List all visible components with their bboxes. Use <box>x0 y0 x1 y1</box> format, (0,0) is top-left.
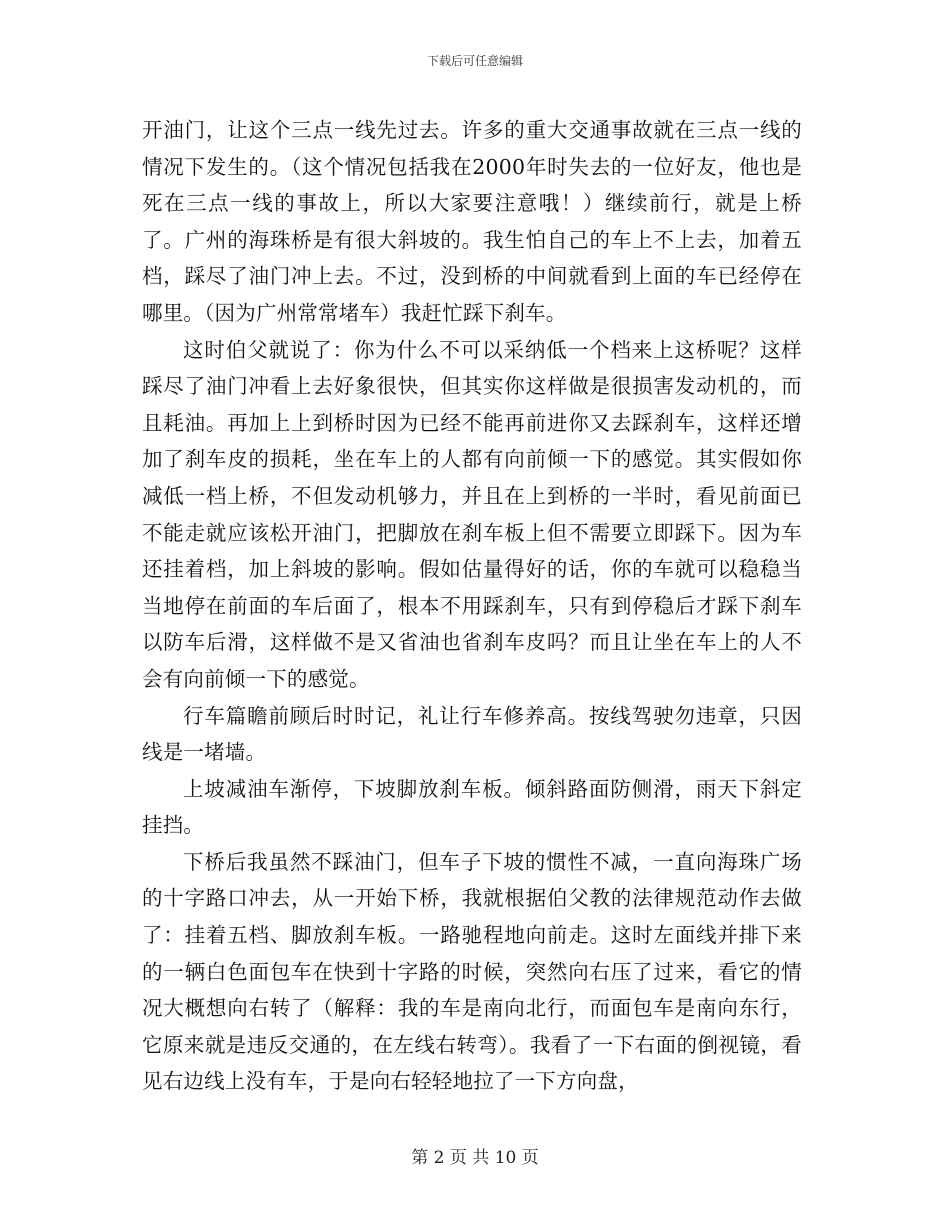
paragraph-2: 这时伯父就说了：你为什么不可以采纳低一个档来上这桥呢？这样踩尽了油门冲看上去好象很快，但其实你这样做是很损害发动机的，而且耗油。再加上上到桥时因为已经不能再前进你又去踩刹车，这样还增加了刹车皮的损耗，坐在车上的人都有向前倾一下的感觉。其实假如你减低一档上桥，不但发动机够力，并且在上到桥的一半时，看见前面已不能走就应该松开油门，把脚放在刹车板上但不需要立即踩下。因为车还挂着档，加上斜坡的影响。假如估量得好的话，你的车就可以稳稳当当地停在前面的车后面了，根本不用踩刹车，只有到停稳后才踩下刹车以防车后滑，这样做不是又省油也省刹车皮吗？而且让坐在车上的人不会有向前倾一下的感觉。 <box>142 337 802 691</box>
paragraph-4: 上坡减油车渐停，下坡脚放刹车板。倾斜路面防侧滑，雨天下斜定挂挡。 <box>142 776 802 838</box>
page-number-footer: 第 2 页 共 10 页 <box>411 1148 539 1168</box>
paragraph-3: 行车篇瞻前顾后时时记，礼让行车修养高。按线驾驶勿违章，只因线是一堵墙。 <box>142 703 802 765</box>
page-header: 下载后可任意编辑 <box>426 54 523 68</box>
paragraph-1: 开油门，让这个三点一线先过去。许多的重大交通事故就在三点一线的情况下发生的。（这个情况包括我在2000年时失去的一位好友，他也是死在三点一线的事故上，所以大家要注意哦！）继续前行，就是上桥了。广州的海珠桥是有很大斜坡的。我生怕自己的车上不上去，加着五档，踩尽了油门冲上去。不过，没到桥的中间就看到上面的车已经停在哪里。（因为广州常常堵车）我赶忙踩下刹车。 <box>142 118 802 325</box>
document-body <box>142 112 802 1100</box>
paragraph-5: 下桥后我虽然不踩油门，但车子下坡的惯性不减，一直向海珠广场的十字路口冲去，从一开始下桥，我就根据伯父教的法律规范动作去做了：挂着五档、脚放刹车板。一路驰程地向前走。这时左面线并排下来的一辆白色面包车在快到十字路的时候，突然向右压了过来，看它的情况大概想向右转了（解释：我的车是南向北行，而面包车是南向东行，它原来就是违反交通的，在左线右转弯）。我看了一下右面的倒视镜，看见右边线上没有车，于是向右轻轻地拉了一下方向盘， <box>142 849 802 1094</box>
